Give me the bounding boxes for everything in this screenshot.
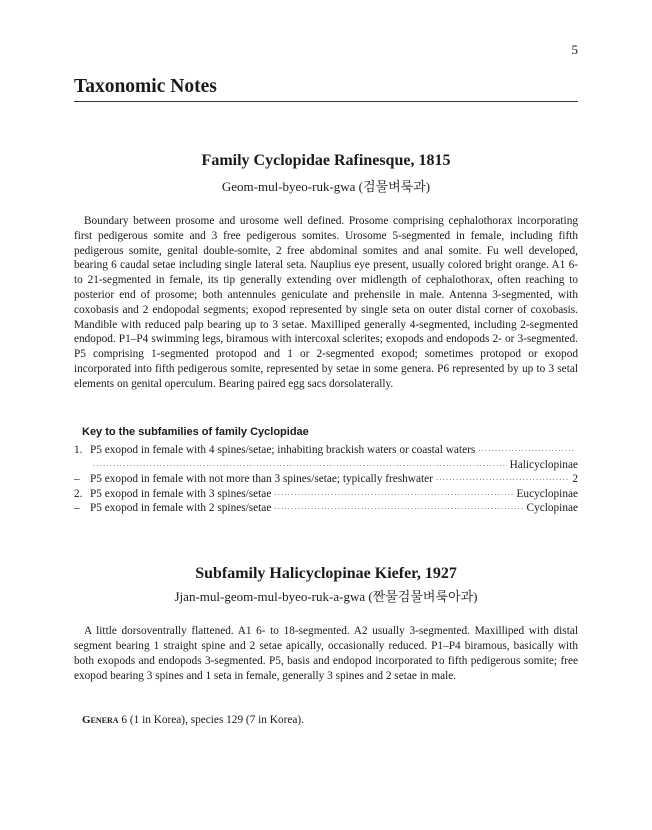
key-entry-result: Halicyclopinae (509, 458, 578, 471)
key-entry-number: – (74, 473, 80, 486)
genera-line (82, 714, 304, 726)
key-heading: Key to the subfamilies of family Cyclopidae (82, 426, 309, 438)
leader-dots (274, 491, 513, 499)
leader-dots (478, 447, 575, 455)
key-entry (74, 502, 578, 517)
subfamily-romanized-name: Jjan-mul-geom-mul-byeo-ruk-a-gwa (짠물검물벼룩아과) (174, 589, 478, 604)
key-entry-result: Eucyclopinae (516, 487, 578, 500)
key-entry-number: 1. (74, 444, 83, 456)
family-title: Family Cyclopidae Rafinesque, 1815 (201, 152, 451, 169)
genera-label: Genera (82, 714, 119, 726)
key-entry (74, 459, 578, 474)
section-title: Taxonomic Notes (74, 76, 578, 102)
key-entry-result: 2 (572, 473, 578, 486)
key-entry (74, 488, 578, 503)
page-number: 5 (571, 42, 578, 57)
subfamily-title: Subfamily Halicyclopinae Kiefer, 1927 (195, 565, 457, 582)
leader-dots (436, 476, 569, 484)
leader-dots (274, 505, 523, 513)
key-entry-number: 2. (74, 487, 83, 500)
key-entry-result: Cyclopinae (526, 502, 578, 515)
family-romanized-name: Geom-mul-byeo-ruk-gwa (검물벼룩과) (221, 179, 431, 194)
key-entry-number: – (74, 502, 80, 515)
key-entry (74, 473, 578, 488)
family-description: Boundary between prosome and urosome well defined. Prosome comprising cephalothorax incorporating first pedigerous somite and 3 free pedigerous somites. Urosome 5-segmented in female, including fifth pedigerous somite, genital double-somite, 2 free abdominal somites and anal somite. Fu well developed, bearing 6 caudal setae including single lateral seta. Nauplius eye present, usually colored bright orange. A1 6- to 21-segmented in female, its tip generally extending over midlength of cephalothorax, often reaching to posterior end of prosome; both antennules geniculate and prehensile in male. Antenna 3-segmented, with coxobasis and 2 endopodal segments; exopod represented by single seta on outer distal corner of coxobasis. Mandible with reduced palp bearing up to 3 setae. Maxilliped generally 4-segmented, including 2-segmented endopod. P1–P4 swimming legs, biramous with intercoxal sclerites; exopods and endopods 2- or 3-segmented. P5 comprising 1-segmented protopod and 1 or 2-segmented exopod; sometimes protopod or exopod incorporated into fifth pedigerous somite, represented by setae in some genera. P6 represented by up to 3 setal elements on genital operculum. Bearing paired egg sacs dorsolaterally. (74, 215, 578, 390)
leader-dots (93, 462, 507, 470)
key-entry (74, 444, 578, 459)
key-entry-text: P5 exopod in female with 3 spines/setae (90, 487, 272, 500)
subfamily-description: A little dorsoventrally flattened. A1 6- to 18-segmented. A2 usually 3-segmented. Maxilliped with distal segment bearing 1 straight spine and 2 setae apically, occasionally reduced. P1–P4 biramous, basically with both exopods and endopods 3-segmented. P5, basis and endopod incorporated to fifth pedigerous somite; free exopod bearing 3 spines and 1 seta in female, generally 3 spines and 2 setae in male. (74, 625, 578, 682)
key-entry-text: P5 exopod in female with not more than 3 spines/setae; typically freshwater (90, 473, 433, 486)
key-entry-text: P5 exopod in female with 2 spines/setae (90, 502, 272, 515)
genera-text: 6 (1 in Korea), species 129 (7 in Korea). (121, 714, 304, 726)
key-entry-text: P5 exopod in female with 4 spines/setae; inhabiting brackish waters or coastal waters (90, 444, 476, 456)
identification-key (74, 444, 578, 517)
